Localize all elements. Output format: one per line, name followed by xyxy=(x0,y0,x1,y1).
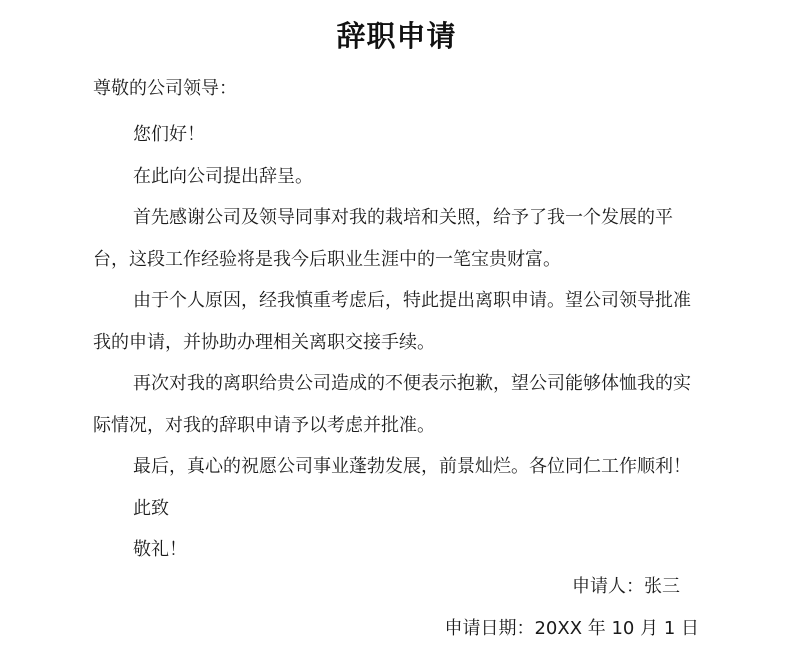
greeting-paragraph: 您们好！ xyxy=(133,124,205,145)
apology-paragraph: 再次对我的离职给贵公司造成的不便表示抱歉，望公司能够体恤我的实际情况，对我的辞职申请予以考虑并批准。 xyxy=(93,373,691,436)
letter-body xyxy=(93,114,698,571)
salute-phrase: 敬礼！ xyxy=(133,539,187,560)
document-title: 辞职申请 xyxy=(336,19,457,53)
closing-phrase: 此致 xyxy=(133,497,169,519)
application-date: 申请日期：20XX 年 10 月 1 日 xyxy=(444,618,699,639)
resignation-statement-paragraph: 在此向公司提出辞呈。 xyxy=(133,165,313,187)
closing-wishes-paragraph: 最后，真心的祝愿公司事业蓬勃发展，前景灿烂。各位同仁工作顺利！ xyxy=(133,456,691,477)
reason-paragraph: 由于个人原因，经我慎重考虑后，特此提出离职申请。望公司领导批准我的申请，并协助办理相关离职交接手续。 xyxy=(93,290,691,353)
gratitude-paragraph: 首先感谢公司及领导同事对我的栽培和关照，给予了我一个发展的平台，这段工作经验将是我今后职业生涯中的一笔宝贵财富。 xyxy=(93,207,673,270)
salutation: 尊敬的公司领导： xyxy=(93,78,237,99)
applicant-signature: 申请人：张三 xyxy=(572,576,680,597)
